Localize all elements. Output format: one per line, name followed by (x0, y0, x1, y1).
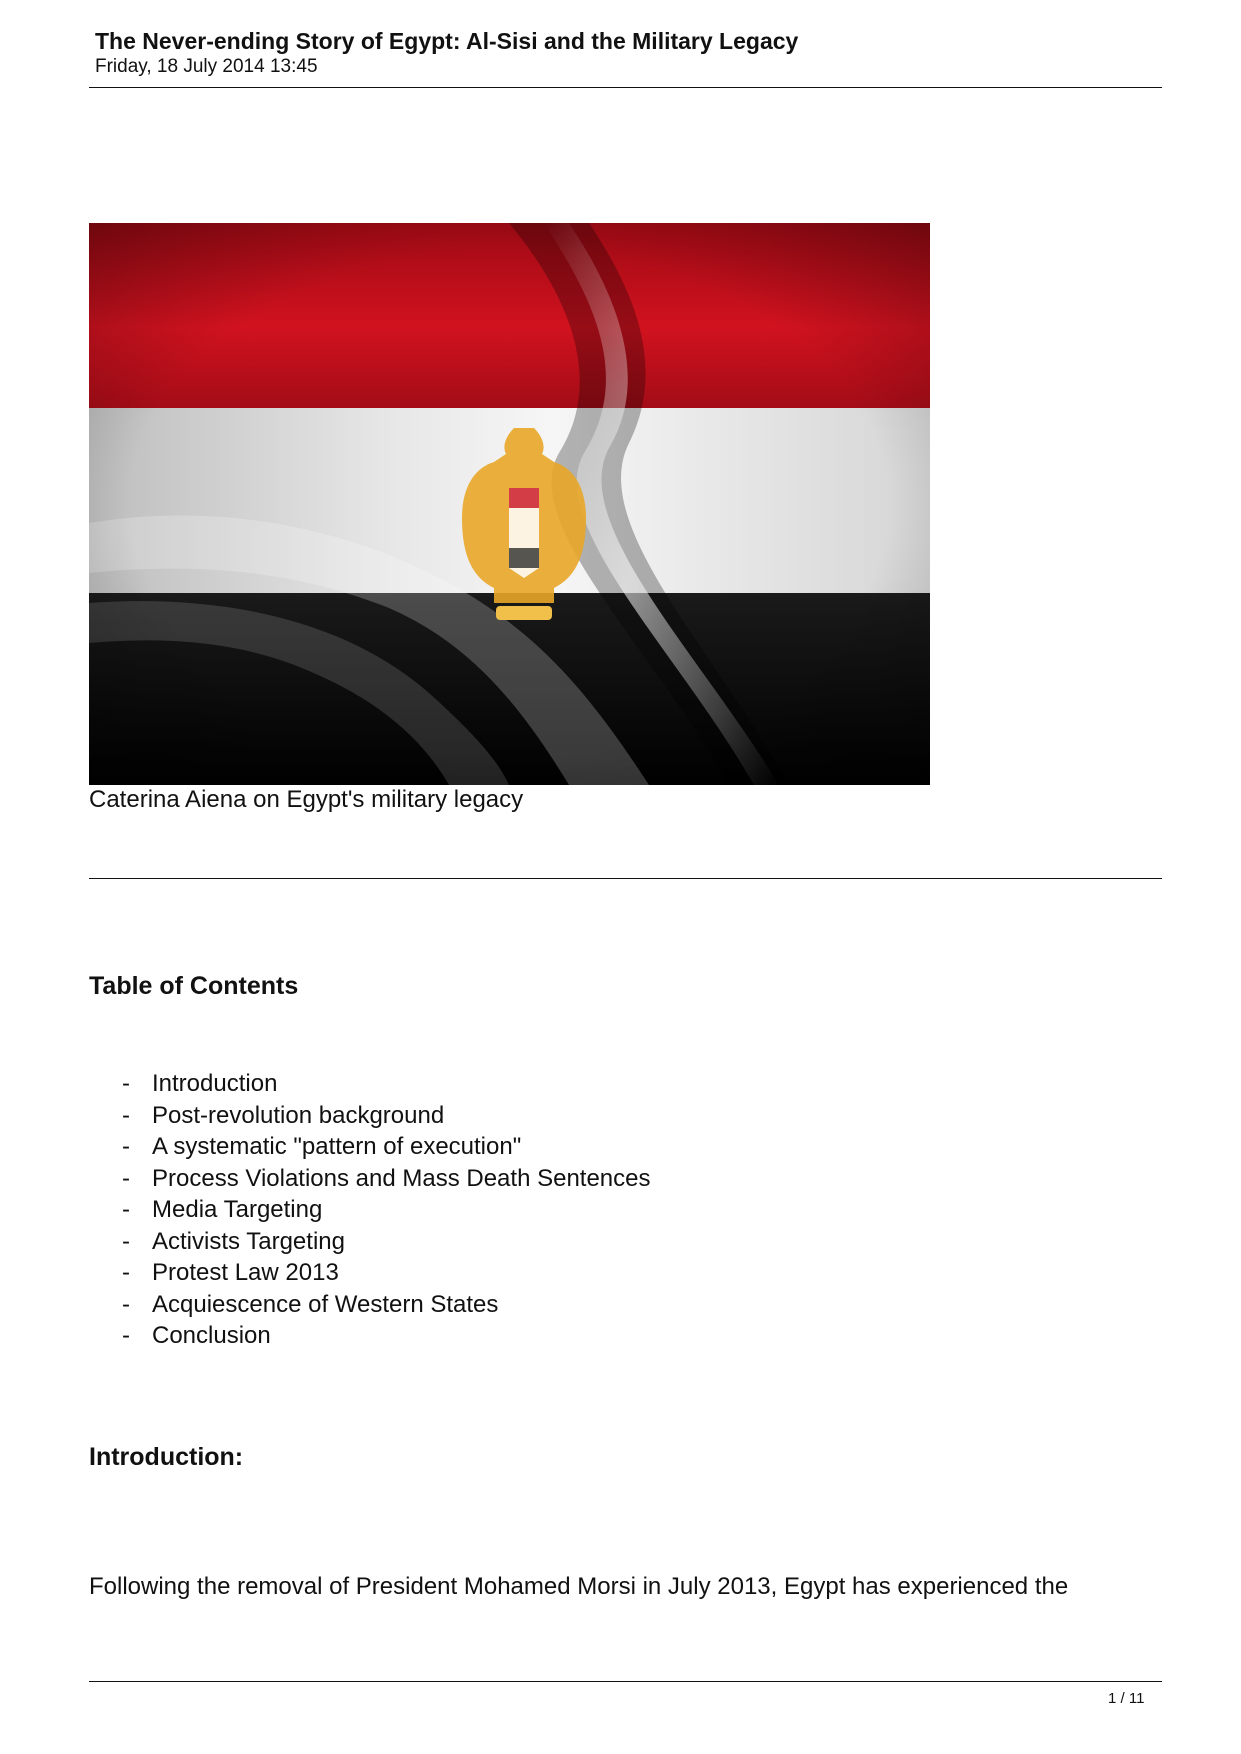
list-bullet: - (122, 1196, 130, 1223)
toc-item-label: A systematic "pattern of execution" (152, 1133, 522, 1160)
toc-item-process-violations (120, 1163, 651, 1195)
footer-divider (89, 1681, 1162, 1682)
document-title: The Never-ending Story of Egypt: Al-Sisi and the Military Legacy (95, 28, 799, 54)
list-bullet: - (122, 1322, 130, 1349)
toc-item-label: Process Violations and Mass Death Sentences (152, 1164, 651, 1192)
list-bullet: - (122, 1290, 130, 1318)
toc-item-label: Post-revolution background (152, 1101, 445, 1129)
page-number: 1 / 11 (1108, 1690, 1145, 1707)
list-bullet: - (122, 1227, 130, 1255)
list-bullet: - (122, 1133, 130, 1160)
toc-item-media-targeting (120, 1194, 651, 1226)
image-caption: Caterina Aiena on Egypt's military legacy (89, 786, 524, 813)
publish-date: Friday, 18 July 2014 13:45 (95, 56, 318, 77)
toc-item-label: Activists Targeting (152, 1227, 345, 1255)
list-bullet: - (122, 1101, 130, 1129)
toc-item-label: Conclusion (152, 1322, 271, 1349)
caption-divider (89, 878, 1162, 879)
toc-item-conclusion (120, 1320, 651, 1352)
introduction-heading: Introduction: (89, 1443, 244, 1471)
table-of-contents (120, 1068, 651, 1352)
egypt-flag-image (89, 223, 930, 785)
introduction-paragraph: Following the removal of President Mohamed Morsi in July 2013, Egypt has experienced the (89, 1573, 1069, 1600)
header-divider (89, 87, 1162, 88)
toc-item-label: Introduction (152, 1070, 278, 1097)
toc-item-label: Media Targeting (152, 1196, 323, 1223)
toc-item-introduction (120, 1068, 651, 1100)
list-bullet: - (122, 1259, 130, 1286)
toc-item-label: Protest Law 2013 (152, 1259, 339, 1286)
toc-item-pattern-of-execution (120, 1131, 651, 1163)
toc-item-activists-targeting (120, 1226, 651, 1258)
toc-item-post-revolution-background (120, 1100, 651, 1132)
toc-item-protest-law (120, 1257, 651, 1289)
toc-heading: Table of Contents (89, 972, 299, 1000)
toc-item-label: Acquiescence of Western States (152, 1290, 499, 1318)
list-bullet: - (122, 1070, 130, 1097)
list-bullet: - (122, 1164, 130, 1192)
toc-item-western-states (120, 1289, 651, 1321)
